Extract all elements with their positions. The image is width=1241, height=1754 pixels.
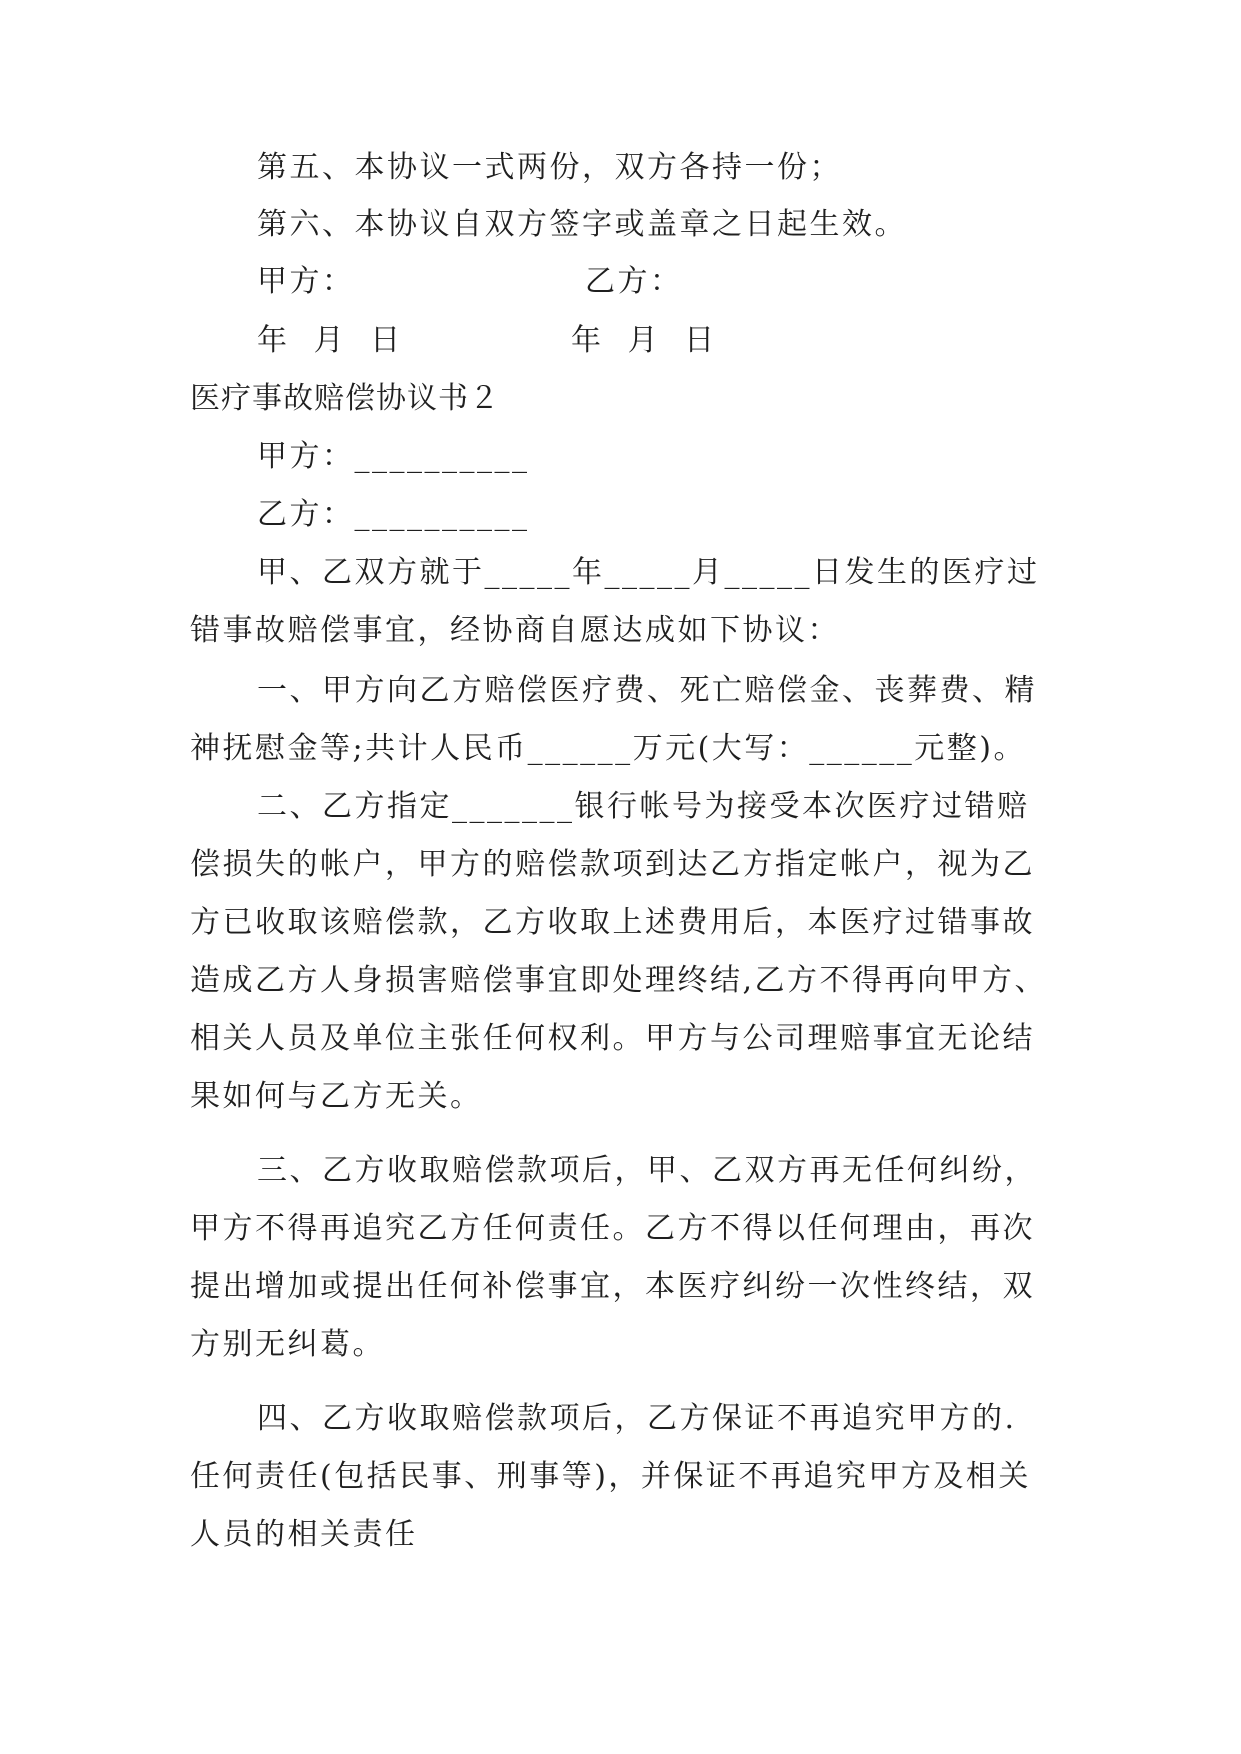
party-b-date: 年 月 日 bbox=[571, 323, 717, 358]
article-three-line-1: 三、乙方收取赔偿款项后，甲、乙双方再无任何纠纷， bbox=[257, 1153, 1037, 1188]
article-four-line-2: 任何责任(包括民事、刑事等)，并保证不再追究甲方及相关 bbox=[190, 1459, 1031, 1494]
article-one-line-2: 神抚慰金等;共计人民币______万元(大写：______元整)。 bbox=[190, 731, 1027, 766]
article-two-line-5: 相关人员及单位主张任何权利。甲方与公司理赔事宜无论结 bbox=[190, 1021, 1035, 1056]
article-two-line-1: 二、乙方指定_______银行帐号为接受本次医疗过错赔 bbox=[257, 789, 1030, 824]
article-two-line-2: 偿损失的帐户，甲方的赔偿款项到达乙方指定帐户，视为乙 bbox=[190, 847, 1035, 882]
party-a-date: 年 月 日 bbox=[257, 323, 403, 358]
party-b-line: 乙方：__________ bbox=[257, 497, 530, 532]
article-one-line-1: 一、甲方向乙方赔偿医疗费、死亡赔偿金、丧葬费、精 bbox=[257, 673, 1037, 708]
article-three-line-3: 提出增加或提出任何补偿事宜，本医疗纠纷一次性终结，双 bbox=[190, 1269, 1035, 1304]
agreement-title: 医疗事故赔偿协议书２ bbox=[190, 381, 500, 416]
article-two-line-3: 方已收取该赔偿款，乙方收取上述费用后，本医疗过错事故 bbox=[190, 905, 1035, 940]
article-two-line-6: 果如何与乙方无关。 bbox=[190, 1079, 483, 1114]
clause-six: 第六、本协议自双方签字或盖章之日起生效。 bbox=[257, 207, 907, 242]
article-four-line-3: 人员的相关责任 bbox=[190, 1517, 418, 1552]
party-b-label: 乙方： bbox=[585, 264, 683, 299]
article-three-line-4: 方别无纠葛。 bbox=[190, 1327, 385, 1362]
party-a-line: 甲方：__________ bbox=[257, 439, 530, 474]
article-four-line-1: 四、乙方收取赔偿款项后，乙方保证不再追究甲方的. bbox=[257, 1401, 1017, 1436]
preamble-line-2: 错事故赔偿事宜，经协商自愿达成如下协议： bbox=[190, 613, 840, 648]
clause-five: 第五、本协议一式两份，双方各持一份； bbox=[257, 150, 842, 185]
party-a-label: 甲方： bbox=[257, 264, 355, 299]
preamble-line-1: 甲、乙双方就于_____年_____月_____日发生的医疗过 bbox=[257, 555, 1040, 590]
article-two-line-4: 造成乙方人身损害赔偿事宜即处理终结,乙方不得再向甲方、 bbox=[190, 963, 1048, 998]
article-three-line-2: 甲方不得再追究乙方任何责任。乙方不得以任何理由，再次 bbox=[190, 1211, 1035, 1246]
